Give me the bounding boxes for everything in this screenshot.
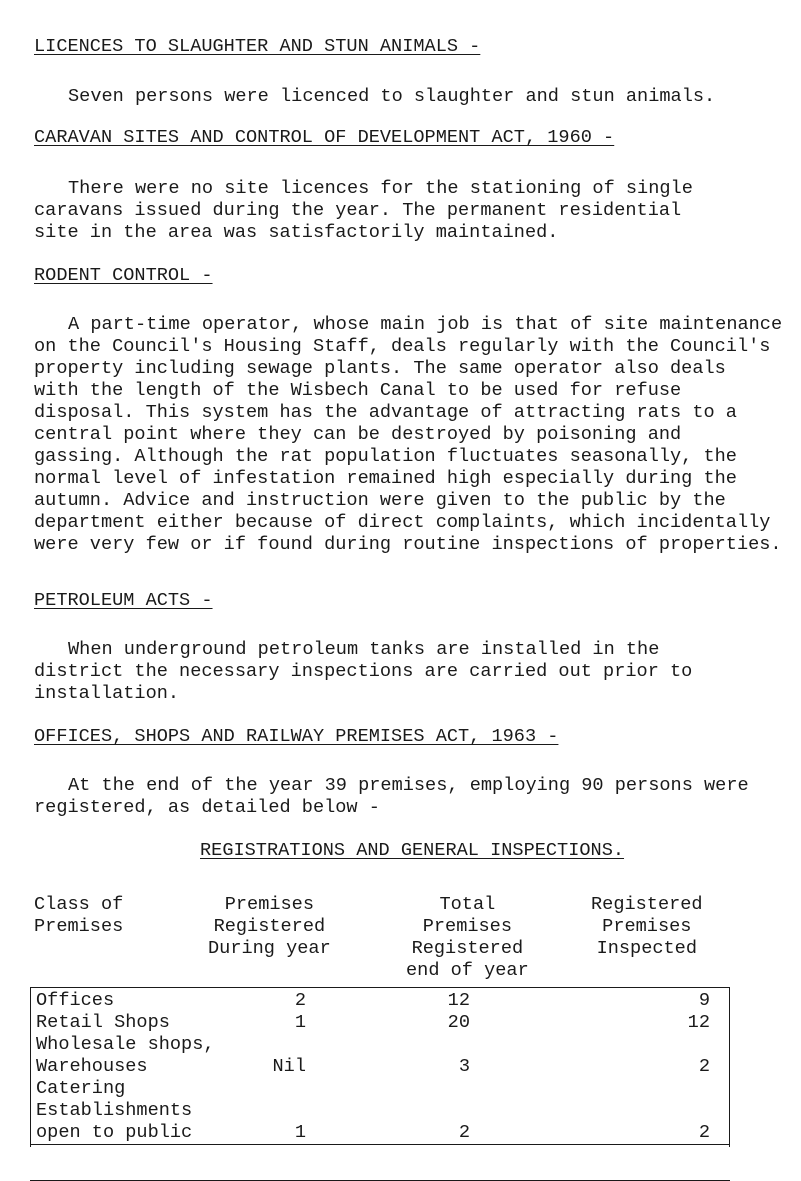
table-row bbox=[36, 1012, 170, 1034]
row-during: 2 bbox=[294, 990, 306, 1011]
row-inspected: 9 bbox=[698, 990, 710, 1011]
header-line: During year bbox=[208, 938, 331, 959]
paragraph-line: installation. bbox=[34, 683, 180, 704]
table-left-rule bbox=[30, 987, 31, 1147]
paragraph-line: normal level of infestation remained high especially during the bbox=[34, 468, 737, 489]
paragraph-line: registered, as detailed below - bbox=[34, 797, 380, 818]
row-label: Offices bbox=[36, 990, 115, 1011]
rodent-heading: RODENT CONTROL - bbox=[34, 265, 213, 286]
paragraph-line: A part-time operator, whose main job is that of site maintenance bbox=[68, 314, 783, 335]
header-line: Registered bbox=[411, 938, 524, 959]
paragraph-line: site in the area was satisfactorily maintained. bbox=[34, 222, 559, 243]
table-right-rule bbox=[729, 987, 730, 1147]
header-line: Premises bbox=[422, 916, 512, 937]
header-line: Registered bbox=[591, 894, 703, 915]
row-during: 1 bbox=[294, 1012, 306, 1033]
paragraph-line: were very few or if found during routine inspections of properties. bbox=[34, 534, 782, 555]
table-top-rule bbox=[30, 987, 730, 988]
header-during bbox=[208, 894, 331, 960]
table-title: REGISTRATIONS AND GENERAL INSPECTIONS. bbox=[200, 840, 625, 861]
header-line: Premises bbox=[224, 894, 314, 915]
totals-top-rule bbox=[30, 1144, 730, 1145]
header-line: Inspected bbox=[596, 938, 698, 959]
row-total: 3 bbox=[458, 1056, 470, 1077]
caravan-paragraph bbox=[34, 178, 800, 244]
offices-heading: OFFICES, SHOPS AND RAILWAY PREMISES ACT, 1963 - bbox=[34, 726, 559, 747]
paragraph-line: When underground petroleum tanks are installed in the bbox=[68, 639, 660, 660]
licences-paragraph bbox=[34, 86, 800, 108]
header-line: Premises bbox=[602, 916, 692, 937]
row-total: 12 bbox=[447, 990, 470, 1011]
paragraph-line: autumn. Advice and instruction were given to the public by the bbox=[34, 490, 726, 511]
row-label: Warehouses bbox=[36, 1056, 148, 1077]
row-during: Nil bbox=[272, 1056, 306, 1077]
paragraph-line: disposal. This system has the advantage of attracting rats to a bbox=[34, 402, 737, 423]
row-during: 1 bbox=[294, 1122, 306, 1143]
petroleum-paragraph bbox=[34, 639, 800, 705]
paragraph-line: district the necessary inspections are carried out prior to bbox=[34, 661, 693, 682]
rodent-paragraph bbox=[34, 314, 800, 556]
paragraph-line: gassing. Although the rat population fluctuates seasonally, the bbox=[34, 446, 737, 467]
row-inspected: 2 bbox=[698, 1122, 710, 1143]
header-line: Premises bbox=[34, 916, 124, 937]
row-inspected: 12 bbox=[687, 1012, 710, 1033]
paragraph-line: At the end of the year 39 premises, employing 90 persons were bbox=[68, 775, 749, 796]
row-label: open to public bbox=[36, 1122, 193, 1143]
header-line: end of year bbox=[406, 960, 529, 981]
paragraph-line: central point where they can be destroyed by poisoning and bbox=[34, 424, 682, 445]
row-total: 2 bbox=[458, 1122, 470, 1143]
table-row bbox=[36, 1034, 215, 1078]
header-line: Total bbox=[439, 894, 496, 915]
paragraph-line: with the length of the Wisbech Canal to be used for refuse bbox=[34, 380, 682, 401]
row-inspected: 2 bbox=[698, 1056, 710, 1077]
row-label: Catering bbox=[36, 1078, 126, 1099]
header-line: Registered bbox=[213, 916, 326, 937]
row-label: Establishments bbox=[36, 1100, 193, 1121]
petroleum-heading: PETROLEUM ACTS - bbox=[34, 590, 213, 611]
table-row bbox=[36, 1078, 192, 1144]
paragraph-line: caravans issued during the year. The permanent residential bbox=[34, 200, 682, 221]
row-label: Wholesale shops, bbox=[36, 1034, 215, 1055]
header-inspected bbox=[591, 894, 703, 960]
header-line: Class of bbox=[34, 894, 124, 915]
paragraph-line: on the Council's Housing Staff, deals regularly with the Council's bbox=[34, 336, 771, 357]
table-row bbox=[36, 990, 114, 1012]
paragraph-line: property including sewage plants. The same operator also deals bbox=[34, 358, 726, 379]
row-label: Retail Shops bbox=[36, 1012, 170, 1033]
header-total bbox=[406, 894, 529, 982]
offices-paragraph bbox=[34, 775, 800, 819]
paragraph-line: Seven persons were licenced to slaughter and stun animals. bbox=[68, 86, 716, 107]
licences-heading: LICENCES TO SLAUGHTER AND STUN ANIMALS - bbox=[34, 36, 481, 57]
row-total: 20 bbox=[447, 1012, 470, 1033]
paragraph-line: department either because of direct complaints, which incidentally bbox=[34, 512, 771, 533]
caravan-heading: CARAVAN SITES AND CONTROL OF DEVELOPMENT ACT, 1960 - bbox=[34, 127, 615, 148]
paragraph-line: There were no site licences for the stationing of single bbox=[68, 178, 693, 199]
header-class bbox=[34, 894, 123, 938]
